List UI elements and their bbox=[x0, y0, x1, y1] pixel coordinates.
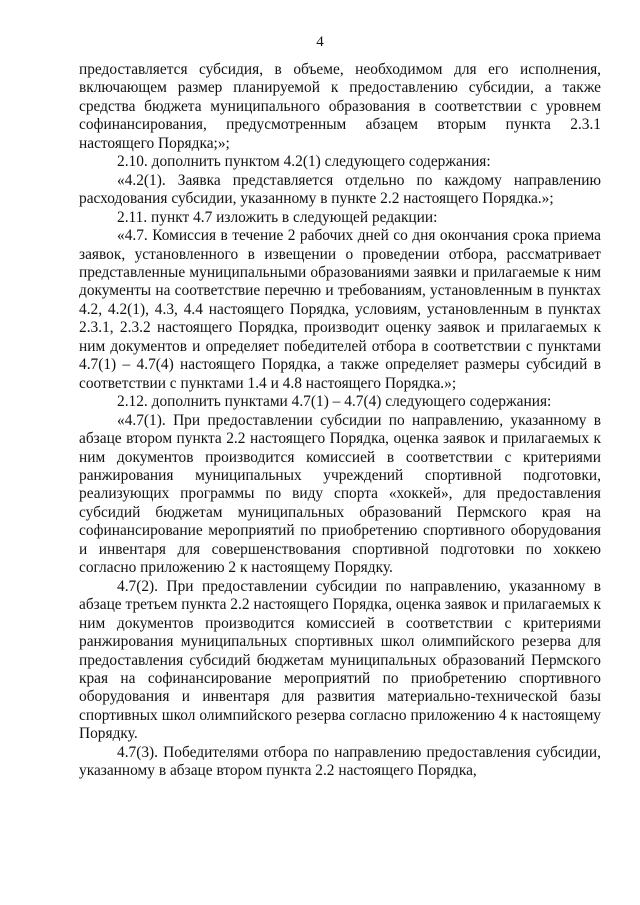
paragraph-2-11: 2.11. пункт 4.7 изложить в следующей редакции: bbox=[117, 208, 438, 226]
paragraph-2-10: 2.10. дополнить пунктом 4.2(1) следующего содержания: bbox=[117, 153, 491, 171]
paragraph-4-7-3: 4.7(3). Победителями отбора по направлению предоставления субсидии, указанному в абзаце втором пункта 2.2 настоящего Порядка, bbox=[79, 743, 601, 780]
paragraph-4-2-1: «4.2(1). Заявка представляется отдельно по каждому направлению расходования субсидии, указанному в пункте 2.2 настоящего Порядка.»; bbox=[79, 171, 601, 208]
paragraph-4-7: «4.7. Комиссия в течение 2 рабочих дней со дня окончания срока приема заявок, установленного в извещении о проведении отбора, рассматривает представленные муниципальными образованиями заявки и прилагаемые к ним документы на соответствие перечню и требованиям, установленным в пунктах 4.2, 4.2(1), 4.3, 4.4 настоящего Порядка, условиям, установленным в пунктах 2.3.1, 2.3.2 настоящего Порядка, производит оценку заявок и прилагаемых к ним документов и определяет победителей отбора в соответствии с пунктами 4.7(1) – 4.7(4) настоящего Порядка, а также определяет размеры субсидий в соответствии с пунктами 1.4 и 4.8 настоящего Порядка.»; bbox=[79, 227, 601, 392]
paragraph-2-12: 2.12. дополнить пунктами 4.7(1) – 4.7(4) следующего содержания: bbox=[117, 393, 552, 411]
page-number: 4 bbox=[316, 34, 324, 50]
paragraph-4-7-2: 4.7(2). При предоставлении субсидии по направлению, указанному в абзаце третьем пункта 2.2 настоящего Порядка, оценка заявок и прилагаемых к ним документов производится комиссией в соответствии с критериями ранжирования муниципальных спортивных школ олимпийского резерва для предоставления субсидий бюджетам муниципальных образований Пермского края на софинансирование мероприятий по приобретению спортивного оборудования и инвентаря для развития материально-технической базы спортивных школ олимпийского резерва согласно приложению 4 к настоящему Порядку. bbox=[79, 577, 601, 743]
paragraph-subsidy-volume: предоставляется субсидия, в объеме, необходимом для его исполнения, включающем размер планируемой к предоставлению субсидии, а также средства бюджета муниципального образования в соответствии с уровнем софинансирования, предусмотренным абзацем вторым пункта 2.3.1 настоящего Порядка;»; bbox=[79, 61, 601, 152]
document-body bbox=[79, 61, 601, 781]
paragraph-4-7-1: «4.7(1). При предоставлении субсидии по направлению, указанному в абзаце втором пункта 2.2 настоящего Порядка, оценка заявок и прилагаемых к ним документов производится комиссией в соответствии с критериями ранжирования муниципальных учреждений спортивной подготовки, реализующих программы по виду спорта «хоккей», для предоставления субсидий бюджетам муниципальных образований Пермского края на софинансирование мероприятий по приобретению спортивного оборудования и инвентаря для совершенствования спортивной подготовки по хоккею согласно приложению 2 к настоящему Порядку. bbox=[79, 411, 601, 577]
